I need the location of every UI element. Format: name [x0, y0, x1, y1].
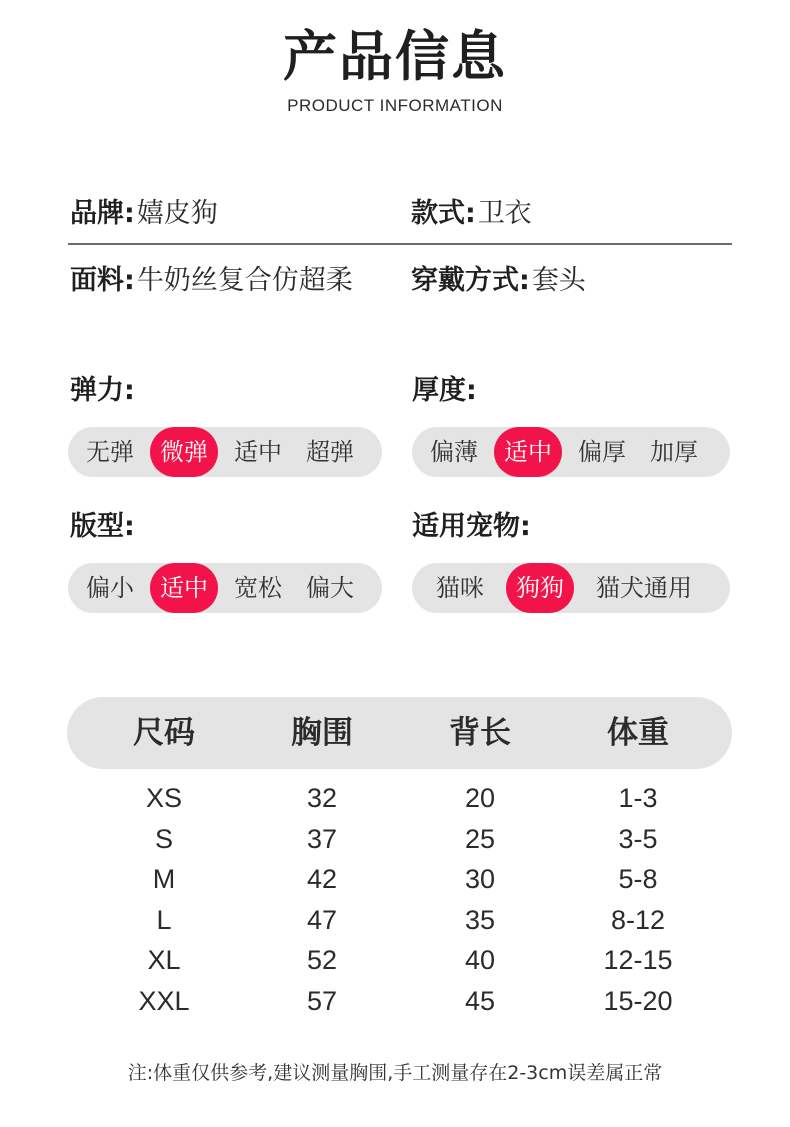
pet-option[interactable]: 狗狗	[506, 563, 574, 613]
table-row	[0, 819, 790, 860]
table-row	[0, 778, 790, 819]
cell-back-length: 20	[464, 783, 496, 813]
style-field	[411, 191, 732, 230]
elasticity-label: 弹力:	[70, 375, 135, 406]
elasticity-option[interactable]: 适中	[234, 438, 282, 466]
brand-field	[70, 191, 411, 230]
info-row-fabric-wear	[70, 257, 732, 297]
fit-selector	[68, 563, 382, 613]
cell-chest: 37	[306, 823, 338, 854]
pet-option[interactable]: 猫犬通用	[596, 574, 692, 602]
header-weight: 体重	[607, 715, 669, 751]
style-value: 卫衣	[477, 197, 532, 229]
cell-size: XL	[147, 945, 181, 975]
info-row-brand-style	[70, 190, 732, 230]
fit-option[interactable]: 偏小	[86, 574, 134, 602]
info-divider	[68, 243, 732, 245]
cell-back-length: 45	[464, 985, 496, 1016]
thickness-option[interactable]: 加厚	[650, 438, 698, 466]
header-back-length: 背长	[449, 715, 511, 751]
footnote: 注:体重仅供参考,建议测量胸围,手工测量存在2-3cm误差属正常	[127, 1062, 663, 1084]
fit-label: 版型:	[70, 511, 135, 542]
table-row	[0, 859, 790, 900]
size-table-body	[0, 778, 790, 1021]
cell-weight: 3-5	[618, 823, 658, 854]
page-title: 产品信息	[283, 25, 507, 88]
thickness-label: 厚度:	[412, 375, 477, 406]
thickness-option[interactable]: 适中	[494, 427, 562, 477]
fabric-field	[70, 258, 411, 297]
cell-size: M	[152, 864, 176, 894]
table-row	[0, 940, 790, 981]
cell-weight: 15-20	[603, 985, 673, 1016]
elasticity-selector	[68, 427, 382, 477]
elasticity-option[interactable]: 微弹	[150, 427, 218, 477]
cell-size: XS	[145, 783, 183, 813]
wear-label: 穿戴方式:	[411, 264, 530, 296]
cell-weight: 12-15	[603, 945, 673, 975]
cell-back-length: 35	[464, 904, 496, 935]
cell-back-length: 30	[464, 864, 496, 894]
cell-chest: 47	[306, 904, 338, 935]
header-chest: 胸围	[291, 715, 353, 751]
fabric-value: 牛奶丝复合仿超柔	[136, 264, 353, 296]
table-row	[0, 981, 790, 1022]
brand-label: 品牌:	[70, 197, 135, 229]
thickness-option[interactable]: 偏薄	[430, 438, 478, 466]
style-label: 款式:	[411, 197, 476, 229]
pet-selector	[412, 563, 730, 613]
thickness-option[interactable]: 偏厚	[578, 438, 626, 466]
fit-option[interactable]: 宽松	[234, 574, 282, 602]
elasticity-option[interactable]: 超弹	[306, 438, 354, 466]
fit-option[interactable]: 偏大	[306, 574, 354, 602]
table-row	[0, 900, 790, 941]
page-subtitle: PRODUCT INFORMATION	[287, 96, 503, 115]
wear-field	[411, 258, 732, 297]
pet-option[interactable]: 猫咪	[436, 574, 484, 602]
cell-back-length: 40	[464, 945, 496, 975]
brand-value: 嬉皮狗	[136, 197, 218, 229]
elasticity-option[interactable]: 无弹	[86, 438, 134, 466]
cell-chest: 52	[306, 945, 338, 975]
thickness-selector	[412, 427, 730, 477]
cell-back-length: 25	[464, 823, 496, 854]
cell-size: XXL	[138, 985, 190, 1016]
cell-size: S	[154, 823, 173, 854]
cell-weight: 5-8	[618, 864, 658, 894]
fabric-label: 面料:	[70, 264, 135, 296]
fit-option[interactable]: 适中	[150, 563, 218, 613]
cell-weight: 8-12	[610, 904, 666, 935]
cell-size: L	[156, 904, 172, 935]
wear-value: 套头	[531, 264, 586, 296]
cell-weight: 1-3	[618, 783, 658, 813]
cell-chest: 32	[306, 783, 338, 813]
cell-chest: 57	[306, 985, 338, 1016]
header-size: 尺码	[133, 715, 195, 751]
cell-chest: 42	[306, 864, 338, 894]
pet-label: 适用宠物:	[412, 511, 531, 542]
